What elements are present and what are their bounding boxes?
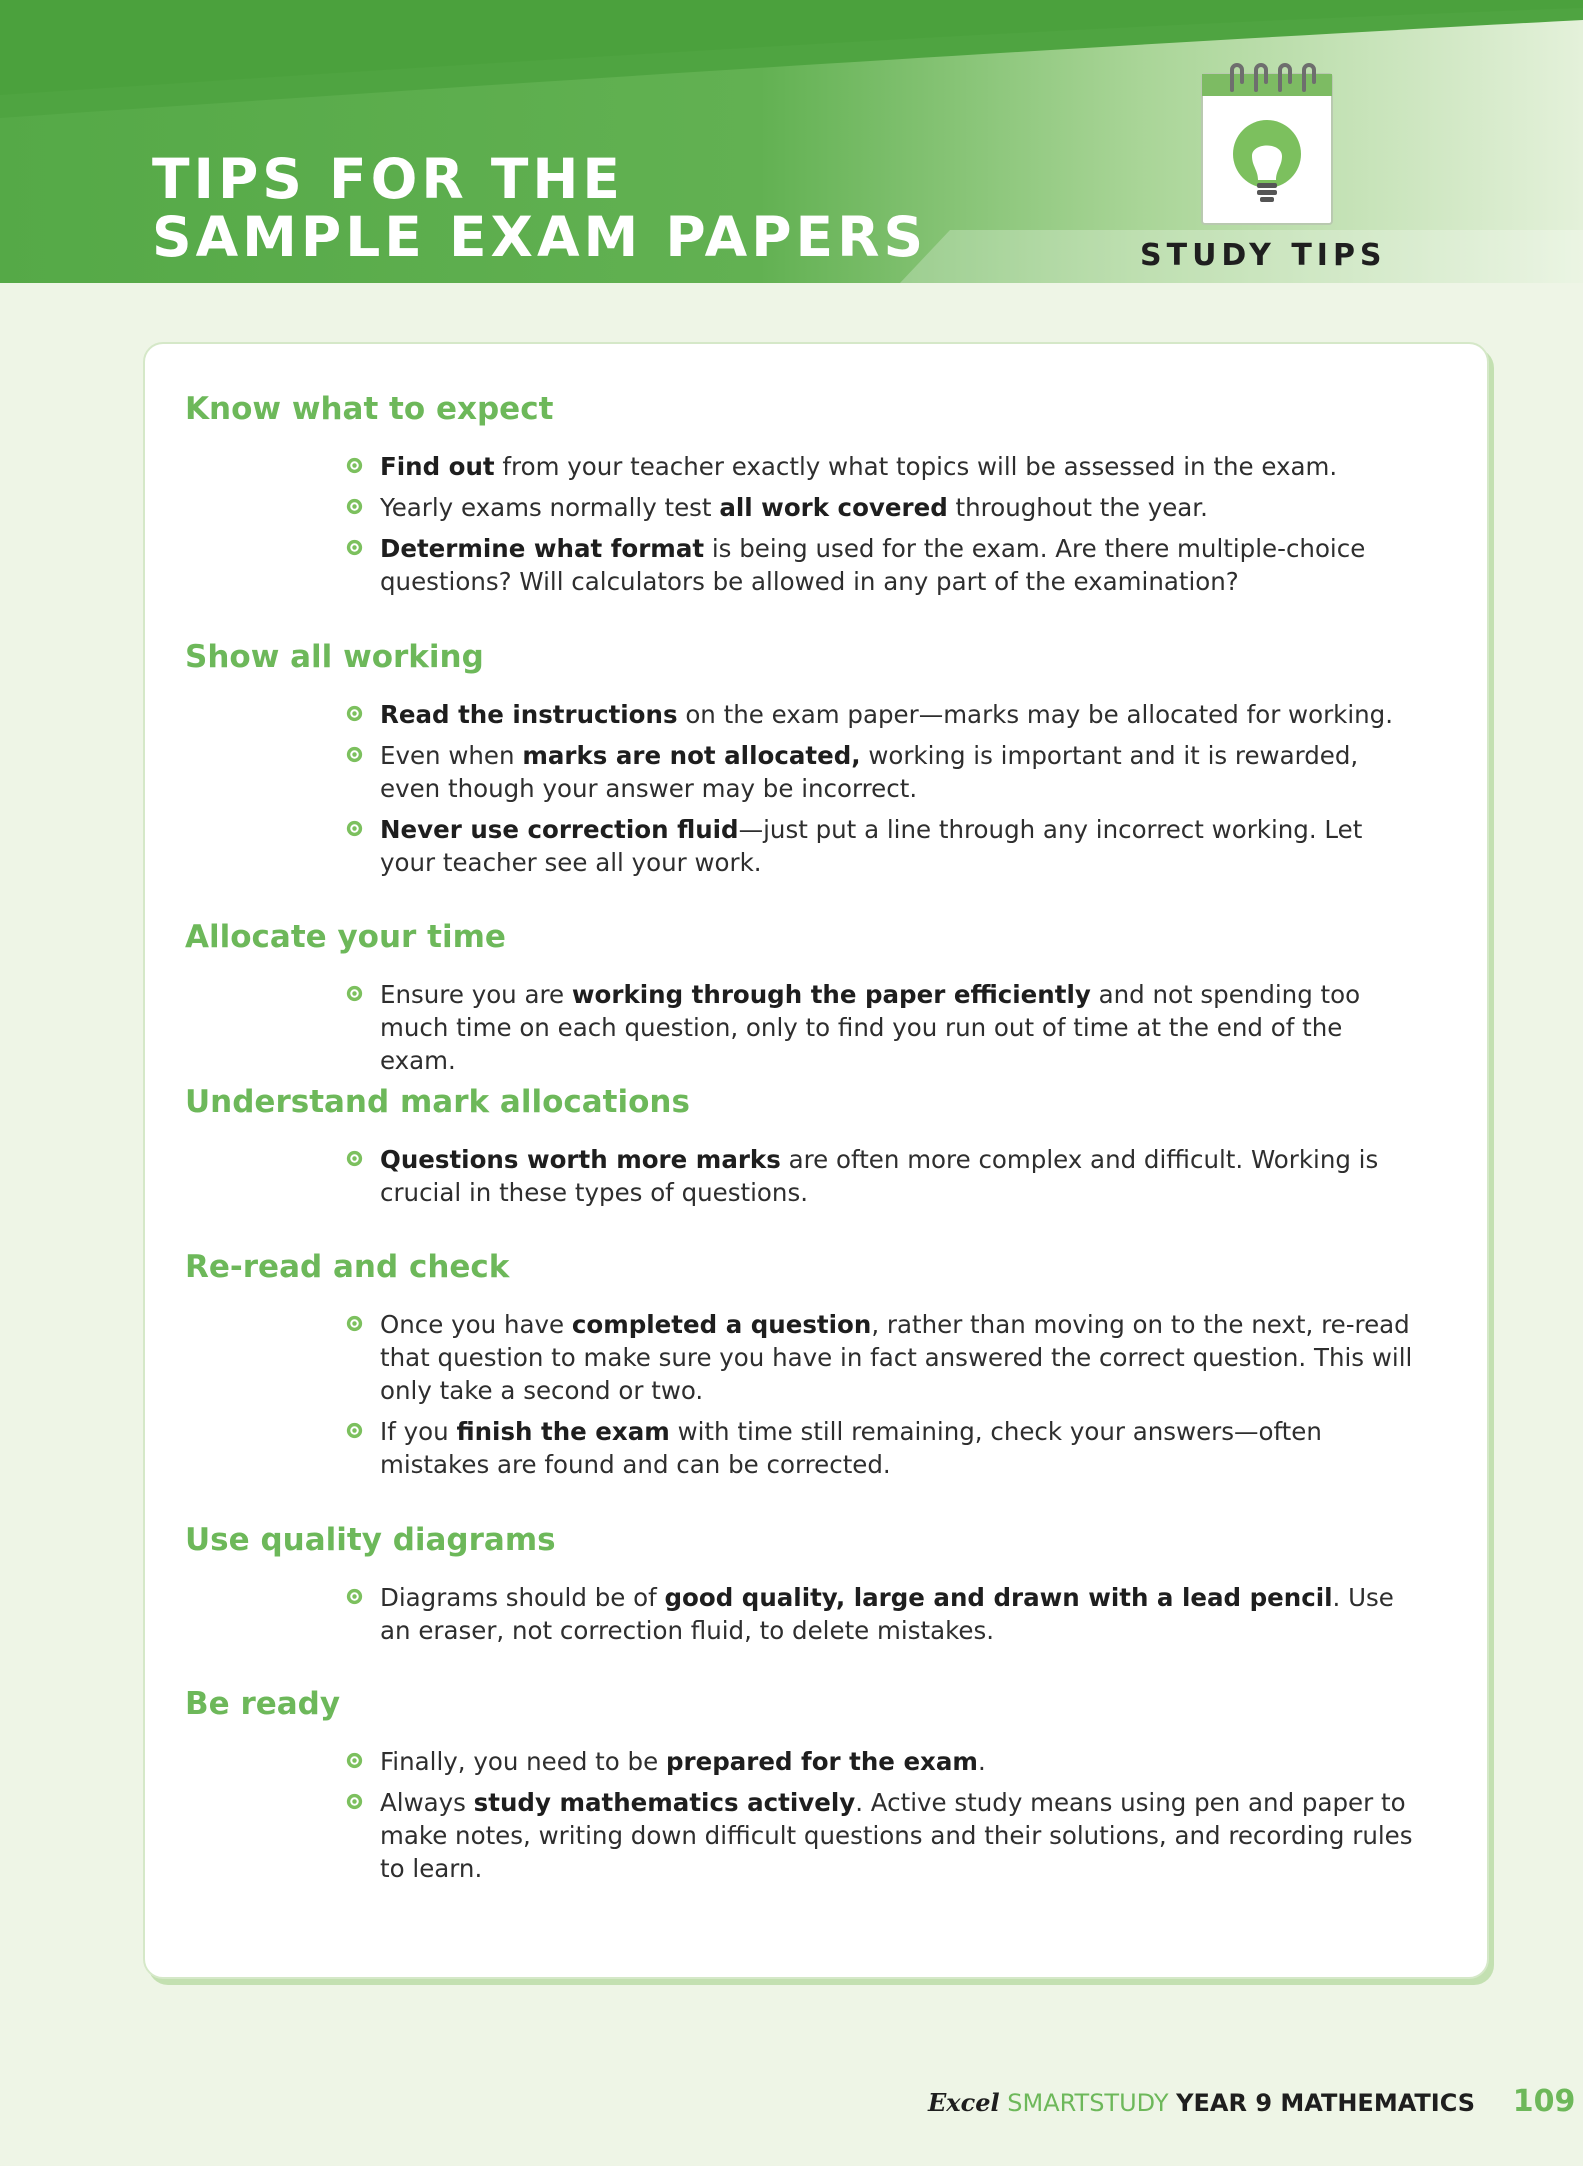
bullet-item	[380, 739, 1420, 805]
bullet-text: with time still remaining, check your answers—often mistakes are found and can be corrected.	[380, 1417, 1322, 1479]
bullet-emphasis: all work covered	[719, 493, 948, 522]
footer-book-title: YEAR 9 MATHEMATICS	[1176, 2089, 1476, 2117]
bullet-item	[380, 1745, 1420, 1778]
bullet-text: . Active study means using pen and paper to make notes, writing down difficult questions and their solutions, and recording rules to learn.	[380, 1788, 1413, 1883]
lightbulb-notepad-icon	[1200, 62, 1334, 226]
bullet-text: and not spending too much time on each question, only to find you run out of time at the end of the exam.	[380, 980, 1361, 1075]
bullet-emphasis: Never use correction fluid	[380, 815, 739, 844]
bullet-icon	[346, 985, 363, 1002]
study-tips-badge: STUDY TIPS	[1140, 238, 1387, 273]
bullet-icon	[346, 1752, 363, 1769]
bullet-icon	[346, 1422, 363, 1439]
bullet-icon	[346, 1315, 363, 1332]
tips-card	[143, 342, 1489, 1979]
section-heading: Allocate your time	[185, 919, 506, 955]
bullet-item	[380, 1581, 1420, 1647]
bullet-text: Finally, you need to be	[380, 1747, 666, 1776]
bullet-text: Ensure you are	[380, 980, 572, 1009]
section-heading: Understand mark allocations	[185, 1084, 690, 1120]
section-heading: Re-read and check	[185, 1249, 510, 1285]
section-heading: Use quality diagrams	[185, 1522, 556, 1558]
bullet-emphasis: Find out	[380, 452, 495, 481]
bullet-text: Even when	[380, 741, 523, 770]
bullet-text: working is important and it is rewarded, even though your answer may be incorrect.	[380, 741, 1359, 803]
bullet-item	[380, 450, 1420, 483]
bullet-emphasis: Questions worth more marks	[380, 1145, 781, 1174]
bullet-item	[380, 978, 1420, 1077]
section-heading: Know what to expect	[185, 391, 554, 427]
bullet-icon	[346, 746, 363, 763]
bullet-item	[380, 698, 1420, 731]
bullet-item	[380, 491, 1420, 524]
section-heading: Be ready	[185, 1686, 341, 1722]
bullet-text: . Use an eraser, not correction fluid, to delete mistakes.	[380, 1583, 1394, 1645]
bullet-emphasis: working through the paper efficiently	[571, 980, 1091, 1009]
bullet-item	[380, 532, 1420, 598]
header-band	[0, 0, 1583, 283]
bullet-text: on the exam paper—marks may be allocated for working.	[677, 700, 1394, 729]
page-footer	[928, 2084, 1575, 2119]
bullet-text: .	[977, 1747, 986, 1776]
bullet-emphasis: study mathematics actively	[473, 1788, 856, 1817]
bullet-emphasis: marks are not allocated,	[522, 741, 861, 770]
bullet-text: Always	[380, 1788, 474, 1817]
bullet-icon	[346, 705, 363, 722]
bullet-text: , rather than moving on to the next, re-read that question to make sure you have in fact answered the correct question. This will only take a second or two.	[380, 1310, 1413, 1405]
bullet-text: is being used for the exam. Are there multiple-choice questions? Will calculators be allowed in any part of the examination?	[380, 534, 1366, 596]
bullet-text: Once you have	[380, 1310, 572, 1339]
bullet-item	[380, 1415, 1420, 1481]
page-title-line-1: TIPS FOR THE	[152, 147, 624, 211]
bullet-emphasis: Read the instructions	[380, 700, 678, 729]
footer-brand: Excel	[928, 2088, 1000, 2117]
bullet-icon	[346, 457, 363, 474]
bullet-emphasis: good quality, large and drawn with a lead pencil	[664, 1583, 1333, 1612]
bullet-text: If you	[380, 1417, 457, 1446]
bullet-icon	[346, 1588, 363, 1605]
bullet-text: Yearly exams normally test	[380, 493, 720, 522]
bullet-text: Diagrams should be of	[380, 1583, 665, 1612]
bullet-icon	[346, 1150, 363, 1167]
bullet-text: are often more complex and difficult. Working is crucial in these types of questions.	[380, 1145, 1379, 1207]
page-title-line-2: SAMPLE EXAM PAPERS	[152, 205, 928, 269]
bullet-icon	[346, 539, 363, 556]
bullet-item	[380, 813, 1420, 879]
bullet-emphasis: completed a question	[571, 1310, 872, 1339]
bullet-emphasis: finish the exam	[456, 1417, 670, 1446]
bullet-item	[380, 1308, 1420, 1407]
page-number: 109	[1512, 2084, 1576, 2119]
bullet-emphasis: prepared for the exam	[665, 1747, 978, 1776]
bullet-icon	[346, 1793, 363, 1810]
bullet-icon	[346, 498, 363, 515]
page-title	[152, 147, 928, 269]
bullet-emphasis: Determine what format	[380, 534, 705, 563]
bullet-text: throughout the year.	[947, 493, 1208, 522]
bullet-text: from your teacher exactly what topics will be assessed in the exam.	[494, 452, 1338, 481]
section-heading: Show all working	[185, 639, 484, 675]
bullet-icon	[346, 820, 363, 837]
footer-series: SMARTSTUDY	[1007, 2089, 1169, 2117]
bullet-item	[380, 1143, 1420, 1209]
bullet-text: —just put a line through any incorrect working. Let your teacher see all your work.	[380, 815, 1363, 877]
bullet-item	[380, 1786, 1420, 1885]
